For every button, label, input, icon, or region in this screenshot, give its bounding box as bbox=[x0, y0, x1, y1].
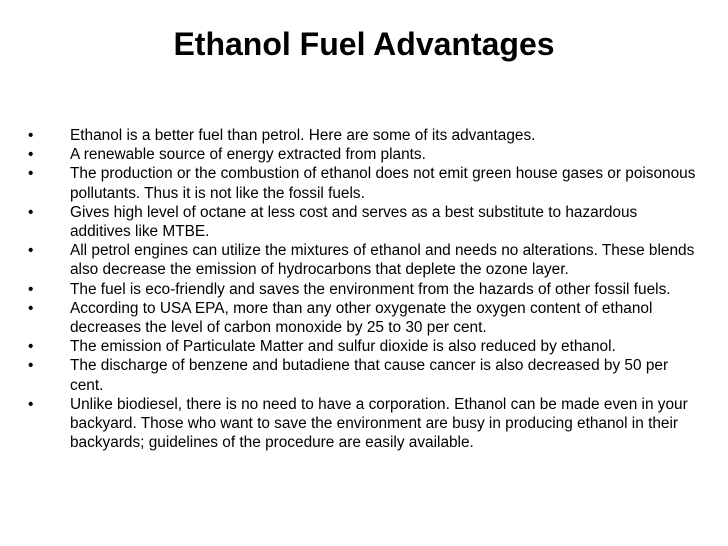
bullet-item bbox=[28, 126, 696, 145]
bullet-text: The fuel is eco-friendly and saves the environment from the hazards of other fossil fuels. bbox=[70, 280, 671, 298]
bullet-text: The emission of Particulate Matter and sulfur dioxide is also reduced by ethanol. bbox=[70, 338, 616, 356]
bullet-dot-icon: • bbox=[28, 127, 34, 144]
bullet-dot-icon: • bbox=[28, 165, 34, 183]
bullet-dot-icon: • bbox=[28, 299, 34, 317]
bullet-item bbox=[28, 356, 696, 394]
bullet-item bbox=[28, 145, 696, 164]
bullet-text: A renewable source of energy extracted from plants. bbox=[70, 146, 426, 164]
bullet-dot-icon: • bbox=[28, 203, 34, 221]
bullet-text: According to USA EPA, more than any other oxygenate the oxygen content of ethanol decreases the level of carbon monoxide by 25 to 30 per cent. bbox=[70, 299, 653, 337]
bullet-item bbox=[28, 203, 696, 241]
bullet-dot-icon: • bbox=[28, 338, 34, 356]
bullet-dot-icon: • bbox=[28, 357, 34, 375]
bullet-dot-icon: • bbox=[28, 242, 34, 260]
bullet-list bbox=[28, 126, 696, 452]
bullet-text: Unlike biodiesel, there is no need to have a corporation. Ethanol can be made even in your backyard. Those who want to save the environment are busy in producing ethanol in their backyards; guidelines of the procedure are easily available. bbox=[70, 395, 688, 452]
bullet-item bbox=[28, 241, 696, 279]
bullet-text: The discharge of benzene and butadiene that cause cancer is also decreased by 50 per cent. bbox=[70, 357, 669, 394]
bullet-item bbox=[28, 280, 696, 299]
bullet-item bbox=[28, 395, 696, 453]
bullet-item bbox=[28, 337, 696, 356]
bullet-item bbox=[28, 299, 696, 337]
bullet-text: All petrol engines can utilize the mixtures of ethanol and needs no alterations. These blends also decrease the emission of hydrocarbons that deplete the ozone layer. bbox=[70, 242, 695, 279]
bullet-text: The production or the combustion of ethanol does not emit green house gases or poisonous pollutants. Thus it is not like the fossil fuels. bbox=[70, 165, 696, 202]
bullet-text: Ethanol is a better fuel than petrol. Here are some of its advantages. bbox=[70, 127, 536, 144]
bullet-text: Gives high level of octane at less cost and serves as a best substitute to hazardous additives like MTBE. bbox=[70, 203, 638, 241]
bullet-dot-icon: • bbox=[28, 395, 34, 413]
bullet-dot-icon: • bbox=[28, 280, 34, 298]
bullet-item bbox=[28, 164, 696, 202]
bullet-dot-icon: • bbox=[28, 146, 34, 164]
slide-title: Ethanol Fuel Advantages bbox=[173, 26, 555, 62]
